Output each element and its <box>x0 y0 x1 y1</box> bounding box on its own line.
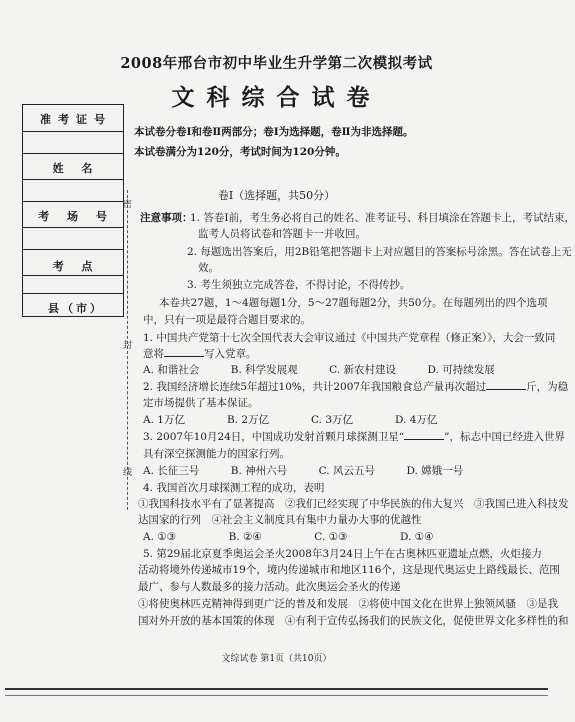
question-3-options: A. 长征三号 B. 神州六号 C. 风云五号 D. 嫦娥一号 <box>143 465 464 477</box>
question-4-statements: ①我国科技水平有了显著提高 ②我们已经实现了中华民族的伟大复兴 ③我国已进入科技发 <box>138 498 569 510</box>
question-5-stem-2: 活动将境外传递城市19个，境内传递城市和地区116个，这是现代奥运史上路线最长、范围 <box>138 564 560 576</box>
question-2-options: A. 1万亿 B. 2万亿 C. 3万亿 D. 4万亿 <box>143 414 438 426</box>
side-row-center: 考 点 <box>23 249 123 275</box>
question-4-options: A. ①③ B. ②④ C. ①③ D. ①④ <box>143 531 434 543</box>
side-row-room: 考 场 号 <box>23 201 123 227</box>
bottom-rule-thin <box>5 695 548 696</box>
answer-blank <box>164 347 204 357</box>
bottom-rule <box>5 688 548 690</box>
exam-title: 2008年邢台市初中毕业生升学第二次模拟考试 <box>120 55 433 72</box>
note-2-line-2: 效。 <box>198 262 219 274</box>
intro-line-2: 本试卷满分为120分，考试时间为120分钟。 <box>134 146 346 158</box>
instructions-line-1: 本卷共27题，1～4题每题1分，5～27题每题2分，共50分。在每题列出的四个选项 <box>159 297 548 309</box>
note-1-line-1: 1. 答卷Ⅰ前，考生务必将自己的姓名、准考证号、科目填涂在答题卡上，考试结束， <box>190 212 575 224</box>
side-row-county: 县（市） <box>23 293 123 317</box>
seal-char-mi: 密 <box>123 200 133 210</box>
instructions-line-2: 中，只有一项是最符合题目要求的。 <box>143 314 311 326</box>
section-title: 卷Ⅰ（选择题，共50分） <box>217 189 336 202</box>
side-row-exam-number: 准考证号 <box>40 113 112 126</box>
intro-line-1: 本试卷分卷Ⅰ和卷Ⅱ两部分；卷Ⅰ为选择题，卷Ⅱ为非选择题。 <box>134 126 414 138</box>
question-5-statements: ①将使奥林匹克精神得到更广泛的普及和发展 ②将使中国文化在世界上独领风骚 ③是我 <box>138 598 558 610</box>
answer-blank <box>404 430 444 440</box>
side-row-room-blank <box>23 227 123 249</box>
question-1-options: A. 和谐社会 B. 科学发展观 C. 新农村建设 D. 可持续发展 <box>143 364 495 376</box>
question-3-stem-2: 具有深空探测能力的国家行列。 <box>143 448 290 460</box>
subject-title: 文科综合试卷 <box>171 84 382 111</box>
side-row-name: 姓 名 <box>23 153 123 179</box>
candidate-info-table <box>22 104 124 317</box>
question-2-stem: 2. 我国经济增长连续5年超过10%，共计2007年我国粮食总产量再次超过 斤，为稳 <box>143 381 569 393</box>
question-5-stem-3: 最广、参与人数最多的接力活动。此次奥运会圣火的传递 <box>138 581 401 593</box>
seal-char-xian: 线 <box>123 468 133 478</box>
page-footer: 文综试卷 第1页（共10页） <box>221 654 332 664</box>
question-1-stem-2: 意将 写入党章。 <box>143 348 257 360</box>
side-row-exam-number-blank <box>23 131 123 153</box>
question-5-stem: 5. 第29届北京夏季奥运会圣火2008年3月24日上午在古奥林匹亚遗址点燃，火炬接力 <box>143 548 542 560</box>
question-5-statements-2: 国对外开放的基本国策的体现 ④有利于宣传弘扬我们的民族文化，促使世界文化多样性的和 <box>138 615 569 627</box>
note-2-line-1: 2. 每题选出答案后，用2B铅笔把答题卡上对应题目的答案标号涂黑。答在试卷上无 <box>187 246 572 258</box>
answer-blank <box>486 380 526 390</box>
question-4-stem: 4. 我国首次月球探测工程的成功，表明 <box>143 482 325 494</box>
question-4-statements-2: 达国家的行列 ④社会主义制度具有集中力量办大事的优越性 <box>138 514 422 526</box>
side-row-center-blank <box>23 275 123 293</box>
note-3: 3. 考生须独立完成答卷，不得讨论，不得传抄。 <box>187 279 411 291</box>
seal-char-feng: 封 <box>123 341 133 351</box>
question-2-stem-2: 定市场提供了基本保证。 <box>143 397 259 409</box>
question-3-stem: 3. 2007年10月24日，中国成功发射首颗月球探测卫星“ ”，标志中国已经进入世界 <box>143 431 566 443</box>
note-1-line-2: 监考人员将试卷和答题卡一并收回。 <box>198 228 366 240</box>
notes-heading: 注意事项： <box>140 212 193 224</box>
question-1-stem: 1. 中国共产党第十七次全国代表大会审议通过《中国共产党章程（修正案）》，大会一致同 <box>143 332 556 344</box>
